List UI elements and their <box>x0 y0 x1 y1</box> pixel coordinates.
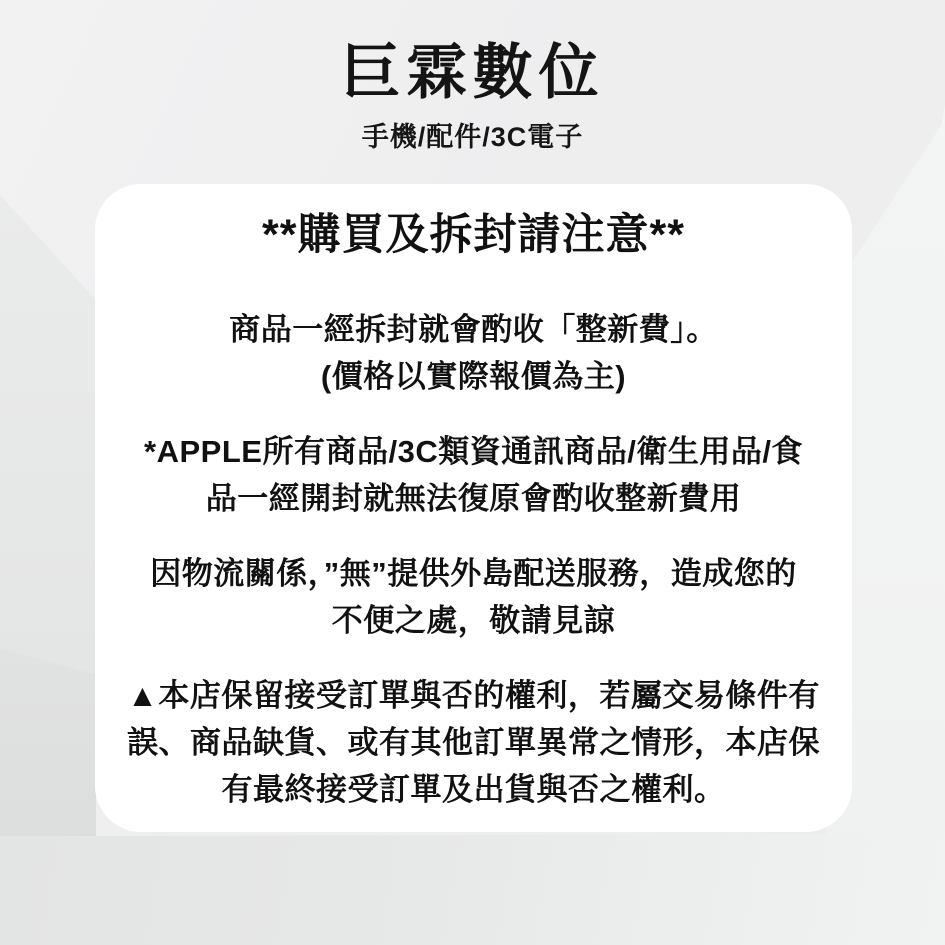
background-facet-left-lower <box>0 648 96 945</box>
notice-line: (價格以實際報價為主) <box>320 358 627 394</box>
store-brand-subtitle: 手機/配件/3C電子 <box>361 122 584 152</box>
store-brand-title: 巨霖數位 <box>340 39 605 106</box>
notice-line: 因物流關係，”無”提供外島配送服務，造成您的 <box>150 555 797 591</box>
background-facet-left <box>0 195 96 945</box>
notice-line: *APPLE所有商品/3C類資通訊商品/衛生用品/食 <box>144 433 803 469</box>
background-facet-bottom <box>0 834 945 945</box>
notice-line: 品一經開封就無法復原會酌收整新費用 <box>205 480 742 516</box>
notice-line: 不便之處，敬請見諒 <box>331 602 616 638</box>
notice-line: 有最終接受訂單及出貨與否之權利。 <box>221 771 726 807</box>
notice-title: **購買及拆封請注意** <box>262 211 685 259</box>
notice-line: 商品一經拆封就會酌收「整新費」。 <box>229 311 718 347</box>
notice-paragraph-refurbish-fee <box>125 306 822 400</box>
notice-paragraph-order-rights <box>125 672 822 813</box>
notice-card <box>95 184 852 832</box>
notice-paragraph-apple-3c-products <box>125 428 822 522</box>
notice-line: ▲本店保留接受訂單與否的權利，若屬交易條件有 <box>127 677 820 713</box>
notice-line: 誤、商品缺貨、或有其他訂單異常之情形，本店保 <box>127 724 820 760</box>
store-header <box>0 38 945 154</box>
notice-paragraph-no-island-delivery <box>125 550 822 644</box>
